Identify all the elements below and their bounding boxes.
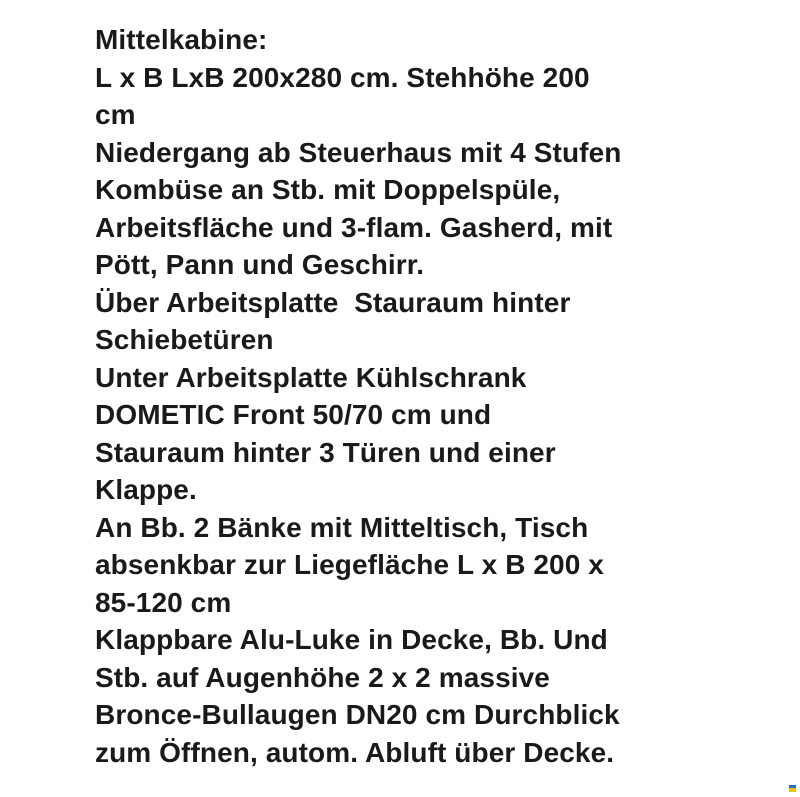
heading-line: Mittelkabine: <box>95 24 268 55</box>
text-line: Pött, Pann und Geschirr. <box>95 249 425 280</box>
text-line: Über Arbeitsplatte Stauraum hinter <box>95 286 571 318</box>
text-line: zum Öffnen, autom. Abluft über Decke. <box>95 736 615 768</box>
text-line: Unter Arbeitsplatte Kühlschrank <box>95 361 527 393</box>
text-line: Niedergang ab Steuerhaus mit 4 Stufen <box>95 136 622 168</box>
text-line: Stauraum hinter 3 Türen und einer <box>95 436 556 468</box>
text-line: Stb. auf Augenhöhe 2 x 2 massive <box>95 661 550 693</box>
text-line: absenkbar zur Liegefläche L x B 200 x <box>95 549 604 580</box>
flag-icon <box>789 785 796 792</box>
flag-bottom-stripe <box>789 788 796 792</box>
text-line: L x B LxB 200x280 cm. Stehhöhe 200 <box>95 61 590 93</box>
text-line: An Bb. 2 Bänke mit Mitteltisch, Tisch <box>95 511 589 543</box>
text-line: 85-120 cm <box>95 586 232 618</box>
text-line: Schiebetüren <box>95 324 274 355</box>
text-line: Klappbare Alu-Luke in Decke, Bb. Und <box>95 624 608 655</box>
text-line: cm <box>95 99 136 130</box>
text-line: Arbeitsfläche und 3-flam. Gasherd, mit <box>95 211 613 243</box>
text-line: Bronce-Bullaugen DN20 cm Durchblick <box>95 699 620 730</box>
document-text <box>95 21 785 771</box>
text-line: Kombüse an Stb. mit Doppelspüle, <box>95 174 561 205</box>
text-line: Klappe. <box>95 474 197 505</box>
text-line: DOMETIC Front 50/70 cm und <box>95 399 492 430</box>
